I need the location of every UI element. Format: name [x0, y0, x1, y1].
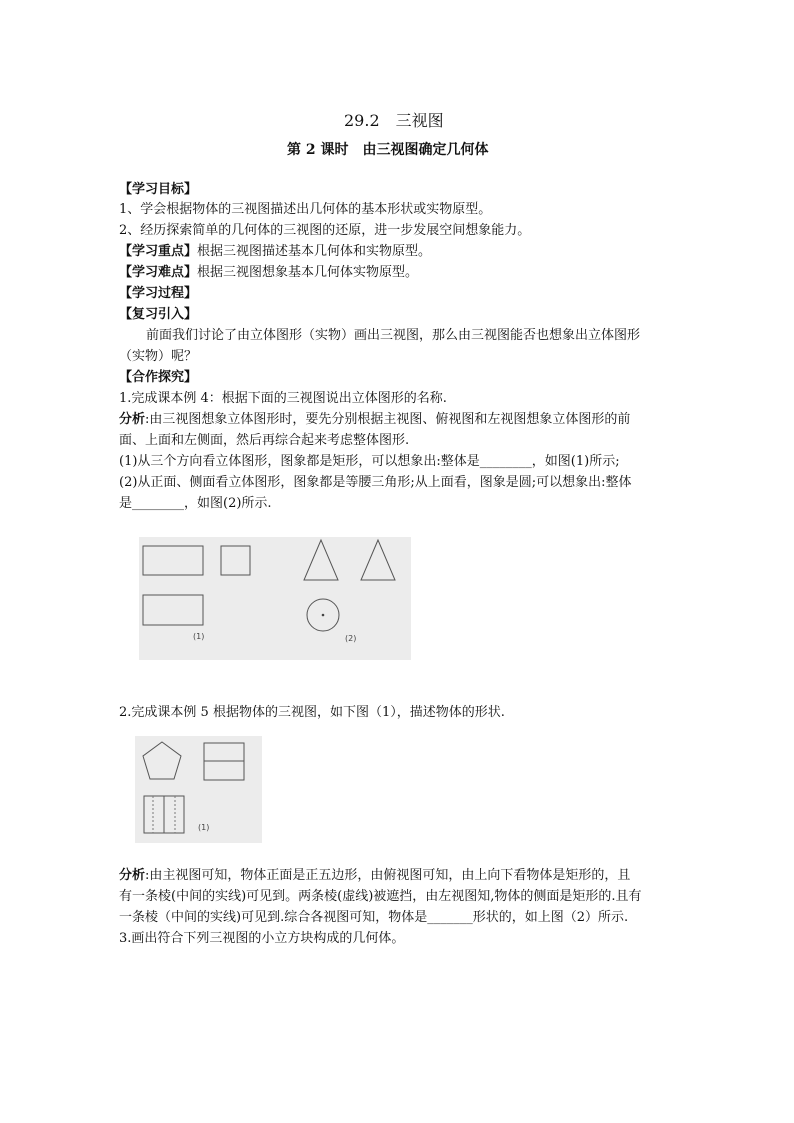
cone-side-view — [361, 540, 395, 580]
question-3: 3.画出符合下列三视图的小立方块构成的几何体。 — [119, 931, 405, 946]
analysis-2-text: :由主视图可知，物体正面是正五边形，由俯视图可知，由上向下看物体是矩形的，且 — [145, 868, 631, 883]
analysis-1-line-3: (1)从三个方向看立体图形，图象都是矩形，可以想象出:整体是________，如图(1)所示; — [119, 454, 620, 469]
question-2: 2.完成课本例 5 根据物体的三视图，如下图（1），描述物体的形状. — [119, 705, 505, 720]
analysis-2-line-3: 一条棱（中间的实线)可见到.综合各视图可知，物体是_______形状的，如上图（2）所示. — [119, 910, 629, 925]
review-line-1: 前面我们讨论了由立体图形（实物）画出三视图，那么由三视图能否也想象出立体图形 — [146, 328, 641, 343]
analysis-2-line-2: 有一条棱(中间的实线)可见到。两条棱(虚线)被遮挡，由左视图知,物体的侧面是矩形的.且有 — [119, 889, 642, 904]
key-point-line — [119, 242, 431, 262]
figure-1-label-2: (2) — [345, 634, 357, 643]
analysis-1-text: :由三视图想象立体图形时，要先分别根据主视图、俯视图和左视图想象立体图形的前 — [145, 412, 631, 427]
analysis-1-line-5: 是________，如图(2)所示. — [119, 496, 272, 511]
process-heading: 【学习过程】 — [119, 286, 198, 301]
analysis-label: 分析 — [119, 412, 146, 427]
figure-1-label-1: (1) — [193, 632, 205, 641]
difficulty-heading: 【学习难点】 — [119, 265, 198, 280]
analysis-2-line-1 — [119, 866, 630, 886]
analysis-1-line-4: (2)从正面、侧面看立体图形，图象都是等腰三角形;从上面看，图象是圆;可以想象出:整体 — [119, 475, 632, 490]
goal-heading: 【学习目标】 — [119, 182, 198, 197]
review-line-2: （实物）呢？ — [119, 349, 198, 364]
question-1: 1.完成课本例 4：根据下面的三视图说出立体图形的名称. — [119, 391, 447, 406]
coop-heading: 【合作探究】 — [119, 370, 198, 385]
figure-2-label-1: (1) — [198, 823, 210, 832]
analysis-1-line-2: 面、上面和左侧面，然后再综合起来考虑整体图形. — [119, 433, 410, 448]
cuboid-side-view — [221, 546, 250, 575]
figure-2-three-views — [135, 736, 262, 843]
difficulty-line — [119, 263, 418, 283]
page-subtitle: 第 2 课时 由三视图确定几何体 — [287, 142, 489, 158]
key-point-heading: 【学习重点】 — [119, 244, 198, 259]
figure-1-three-views — [139, 537, 411, 660]
cone-front-view — [304, 540, 338, 580]
pentagon-front-view — [143, 742, 181, 779]
review-heading: 【复习引入】 — [119, 307, 198, 322]
goal-line-1: 1、学会根据物体的三视图描述出几何体的基本形状或实物原型。 — [119, 202, 492, 217]
goal-line-2: 2、经历探索简单的几何体的三视图的还原，进一步发展空间想象能力。 — [119, 223, 531, 238]
analysis-1-line-1 — [119, 410, 630, 430]
difficulty-text: 根据三视图想象基本几何体实物原型。 — [197, 265, 419, 280]
page-title: 29.2 三视图 — [344, 111, 444, 130]
analysis-label-2: 分析 — [119, 868, 146, 883]
cuboid-top-view — [143, 595, 203, 625]
key-point-text: 根据三视图描述基本几何体和实物原型。 — [197, 244, 432, 259]
cuboid-front-view — [143, 546, 203, 575]
cone-apex-dot — [322, 614, 325, 617]
